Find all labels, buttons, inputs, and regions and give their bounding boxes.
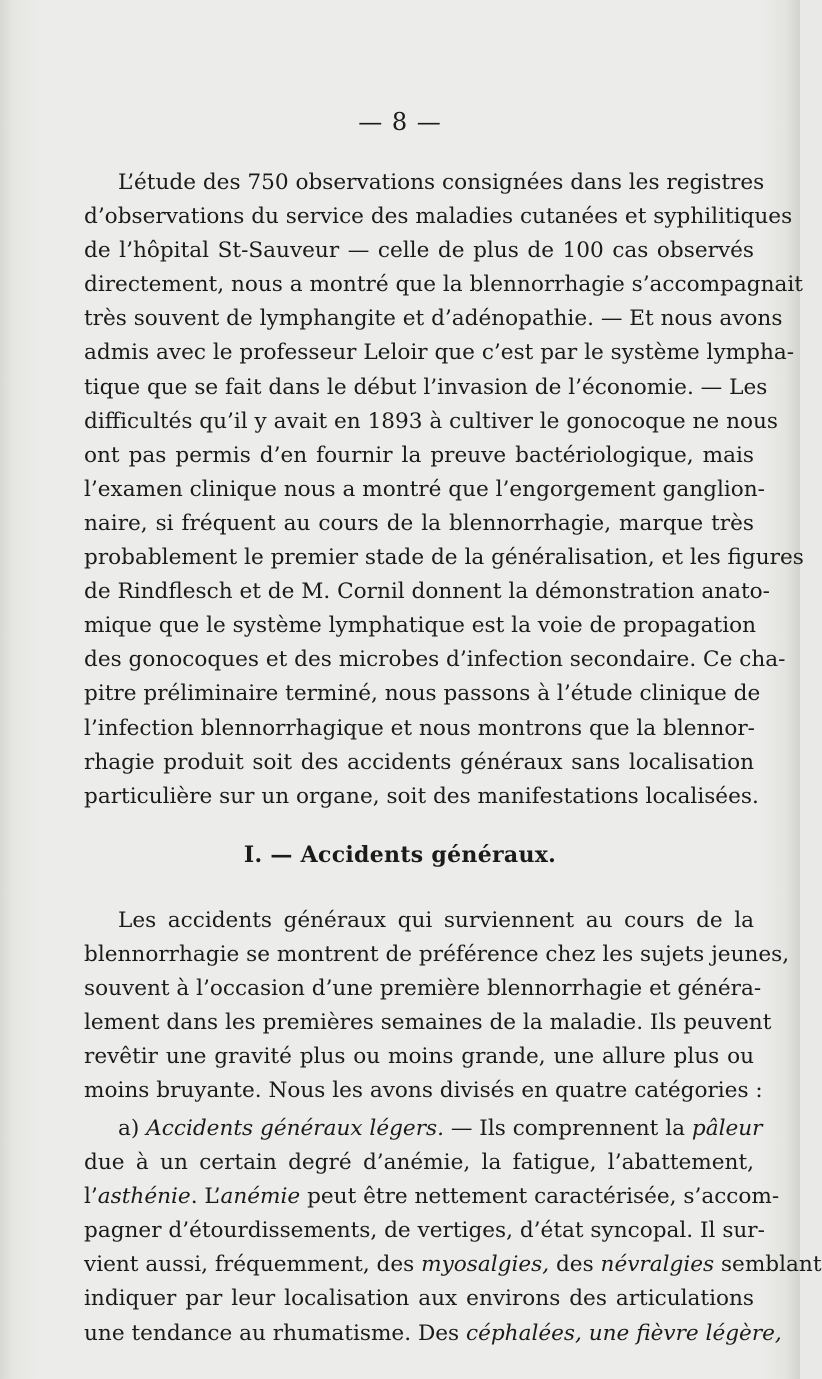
- section-heading: I. — Accidents généraux.: [243, 842, 557, 868]
- italic-run: myosalgies,: [421, 1252, 550, 1278]
- paragraph-lymphatic-study: [84, 166, 804, 814]
- italic-run: asthénie: [97, 1184, 191, 1210]
- text-line: souvent à l’occasion d’une première blennorrhagie et généra-: [84, 976, 762, 1002]
- text-line: pitre préliminaire terminé, nous passons à l’étude clinique de: [84, 681, 761, 707]
- text-line: particulière sur un organe, soit des manifestations localisées.: [84, 783, 759, 809]
- text-line: indiquer par leur localisation aux environs des articulations: [84, 1286, 754, 1312]
- italic-run: névralgies: [600, 1252, 715, 1278]
- text-line: L’étude des 750 observations consignées dans les registres: [118, 170, 765, 195]
- text-line: l’examen clinique nous a montré que l’engorgement ganglion-: [84, 476, 765, 502]
- text-line: pagner d’étourdissements, de vertiges, d’état syncopal. Il sur-: [84, 1218, 765, 1244]
- text-line: moins bruyante. Nous les avons divisés en quatre catégories :: [84, 1078, 763, 1104]
- paragraph-mild-accidents: [84, 1112, 822, 1351]
- italic-run: céphalées, une fièvre légère,: [465, 1320, 782, 1346]
- text-line: due à un certain degré d’anémie, la fatigue, l’abattement,: [84, 1150, 754, 1176]
- text-line: des gonocoques et des microbes d’infection secondaire. Ce cha-: [84, 647, 786, 673]
- text-run: l’: [84, 1184, 98, 1210]
- italic-run: pâleur: [691, 1116, 763, 1141]
- text-line: directement, nous a montré que la blennorrhagie s’accompagnait: [84, 272, 803, 298]
- text-line: naire, si fréquent au cours de la blennorrhagie, marque très: [84, 510, 754, 536]
- text-run: . L’: [190, 1184, 221, 1210]
- text-line: mique que le système lymphatique est la voie de propagation: [84, 613, 757, 639]
- text-line: probablement le premier stade de la généralisation, et les figures: [84, 545, 804, 571]
- text-line: d’observations du service des maladies cutanées et syphilitiques: [84, 204, 793, 230]
- text-line: [84, 1317, 782, 1351]
- text-line: difficultés qu’il y avait en 1893 à cultiver le gonocoque ne nous: [84, 408, 778, 434]
- text-line: de l’hôpital St-Sauveur — celle de plus de 100 cas observés: [84, 238, 754, 264]
- text-line: [84, 1112, 763, 1146]
- text-line: [84, 1180, 780, 1214]
- text-line: admis avec le professeur Leloir que c’est par le système lympha-: [84, 340, 795, 366]
- text-line: très souvent de lymphangite et d’adénopathie. — Et nous avons: [84, 306, 783, 332]
- text-run: des: [549, 1252, 601, 1278]
- text-line: [84, 1248, 822, 1282]
- text-run: vient aussi, fréquemment, des: [84, 1252, 422, 1278]
- text-run: une tendance au rhumatisme. Des: [84, 1320, 466, 1346]
- italic-run: Accidents généraux légers.: [146, 1116, 444, 1141]
- text-line: l’infection blennorrhagique et nous montrons que la blennor-: [84, 715, 755, 741]
- text-line: rhagie produit soit des accidents généraux sans localisation: [84, 749, 754, 775]
- text-line: tique que se fait dans le début l’invasion de l’économie. — Les: [84, 374, 768, 400]
- page-number: — 8 —: [358, 108, 442, 136]
- text-run: a): [118, 1116, 147, 1141]
- paragraph-general-accidents: [84, 904, 790, 1109]
- text-line: ont pas permis d’en fournir la preuve bactériologique, mais: [84, 442, 754, 468]
- text-line: lement dans les premières semaines de la maladie. Ils peuvent: [84, 1010, 772, 1036]
- text-line: Les accidents généraux qui surviennent au cours de la: [118, 908, 754, 933]
- text-line: revêtir une gravité plus ou moins grande, une allure plus ou: [84, 1044, 754, 1070]
- text-run: peut être nettement caractérisée, s’accom-: [300, 1184, 780, 1210]
- text-run: semblant: [714, 1252, 822, 1278]
- text-run: — Ils comprennent la: [443, 1116, 692, 1141]
- text-line: blennorrhagie se montrent de préférence chez les sujets jeunes,: [84, 942, 790, 968]
- text-line: de Rindflesch et de M. Cornil donnent la démonstration anato-: [84, 579, 770, 605]
- italic-run: anémie: [220, 1184, 301, 1210]
